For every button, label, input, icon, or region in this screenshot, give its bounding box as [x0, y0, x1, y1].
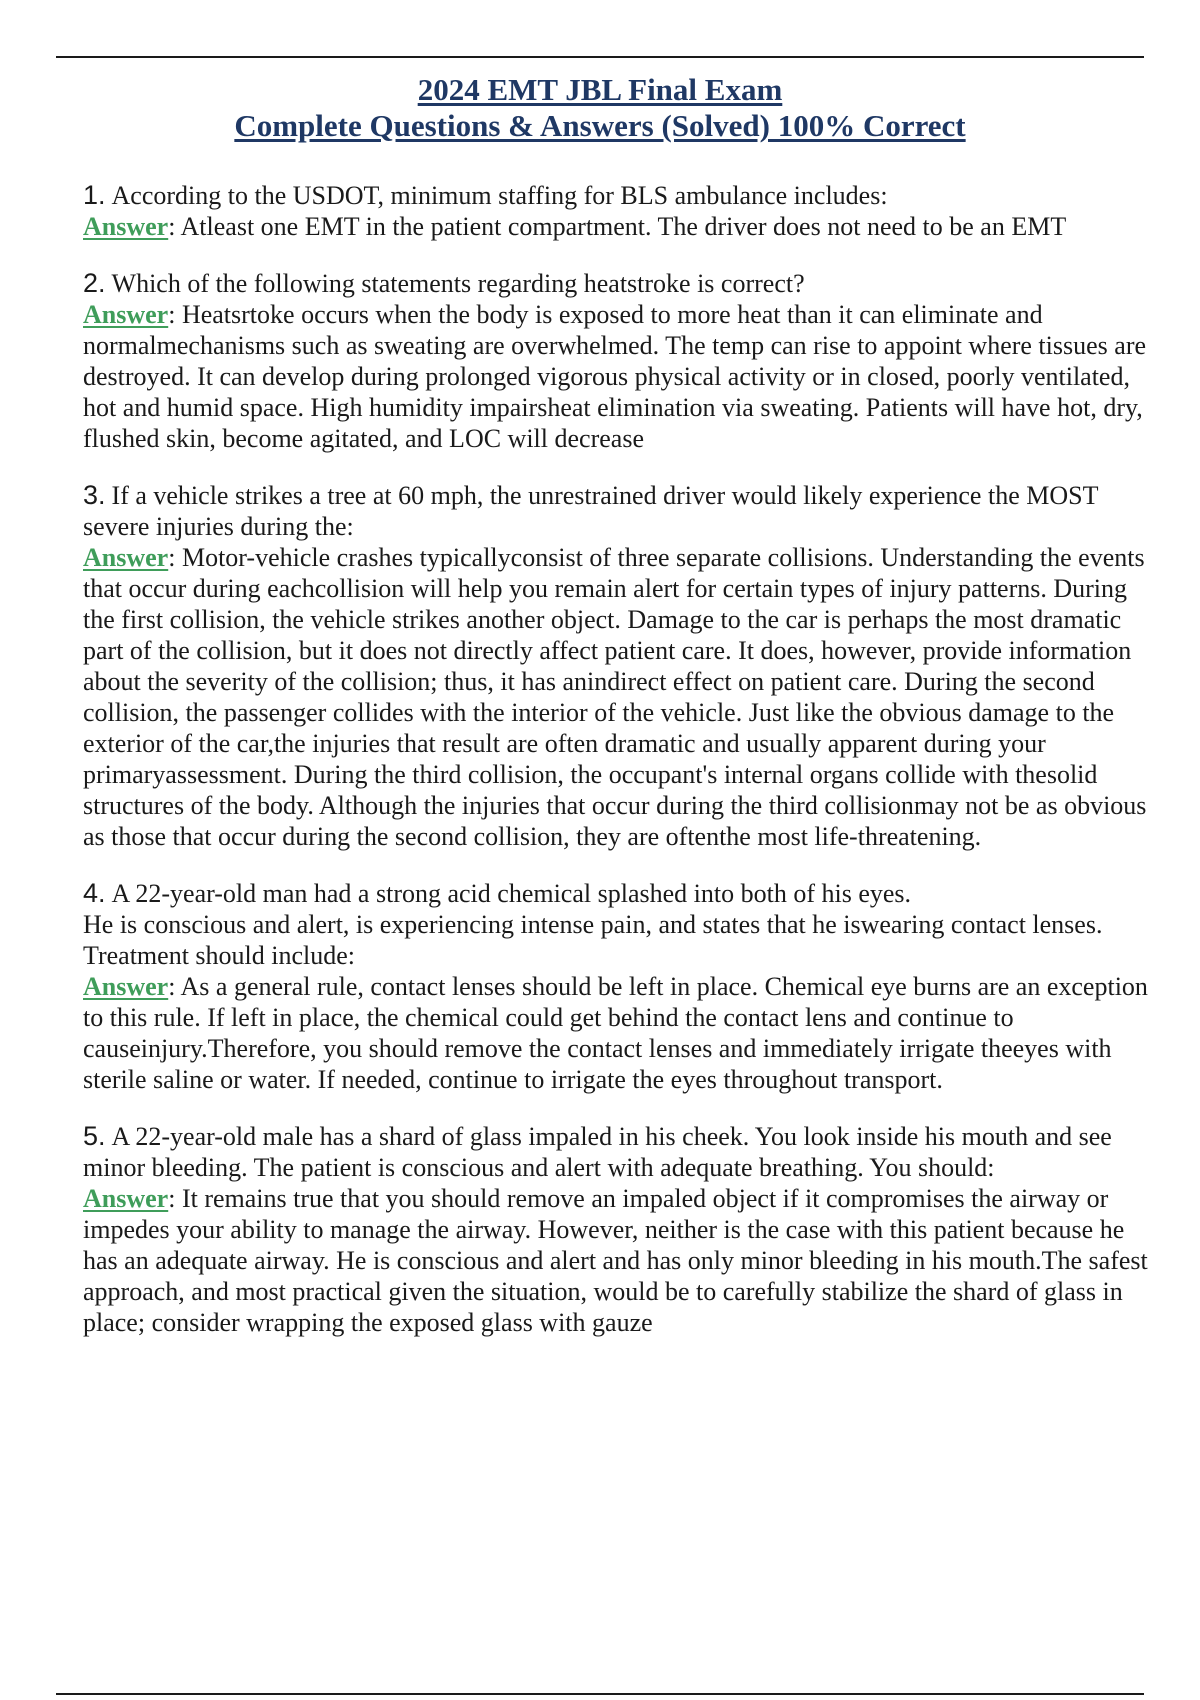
question-number: 5. — [83, 1121, 106, 1151]
question — [83, 268, 1153, 299]
question-text: A 22-year-old male has a shard of glass impaled in his cheek. You look inside his mouth and see minor bleeding. The patient is conscious and alert with adequate breathing. You should: — [83, 1122, 1112, 1182]
document-subtitle: Complete Questions & Answers (Solved) 100% Correct — [234, 108, 966, 143]
qa-item — [83, 1121, 1153, 1338]
question-text: A 22-year-old man had a strong acid chemical splashed into both of his eyes. — [111, 879, 912, 908]
answer-label: Answer — [83, 212, 169, 241]
answer-label: Answer — [83, 300, 169, 329]
question-text: If a vehicle strikes a tree at 60 mph, the unrestrained driver would likely experience the MOST severe injuries during the: — [83, 481, 1098, 541]
question — [83, 1121, 1153, 1183]
question-number: 4. — [83, 878, 106, 908]
qa-item — [83, 878, 1153, 1095]
qa-item — [83, 480, 1153, 852]
answer-label: Answer — [83, 543, 169, 572]
bottom-rule — [56, 1693, 1144, 1695]
question-number: 3. — [83, 480, 106, 510]
qa-list — [83, 180, 1153, 1364]
answer-text: Heatsrtoke occurs when the body is exposed to more heat than it can eliminate and normalmechanisms such as sweating are overwhelmed. The temp can rise to appoint where tissues are destroyed. It can develop during prolonged vigorous physical activity or in closed, poorly ventilated, hot and humid space. High humidity impairsheat elimination via sweating. Patients will have hot, dry, flushed skin, become agitated, and LOC will decrease — [83, 300, 1147, 453]
answer: Answer: As a general rule, contact lenses should be left in place. Chemical eye burns are an exception to this rule. If left in place, the chemical could get behind the contact lens and continue to causeinjury.Therefore, you should remove the contact lenses and immediately irrigate theeyes with sterile saline or water. If needed, continue to irrigate the eyes throughout transport. — [83, 972, 1148, 1094]
question — [83, 180, 1153, 211]
answer-text: Motor-vehicle crashes typicallyconsist of three separate collisions. Understanding the events that occur during eachcollision will help you remain alert for certain types of injury patterns. During the first collision, the vehicle strikes another object. Damage to the car is perhaps the most dramatic part of the collision, but it does not directly affect patient care. It does, however, provide information about the severity of the collision; thus, it has anindirect effect on patient care. During the second collision, the passenger collides with the interior of the vehicle. Just like the obvious damage to the exterior of the car,the injuries that result are often dramatic and usually apparent during your primaryassessment. During the third collision, the occupant's internal organs collide with thesolid structures of the body. Although the injuries that occur during the third collisionmay not be as obvious as those that occur during the second collision, they are oftenthe most life-threatening. — [83, 543, 1147, 851]
answer: Answer: Motor-vehicle crashes typicallyconsist of three separate collisions. Understanding the events that occur during eachcollision will help you remain alert for certain types of injury patterns. During the first collision, the vehicle strikes another object. Damage to the car is perhaps the most dramatic part of the collision, but it does not directly affect patient care. It does, however, provide information about the severity of the collision; thus, it has anindirect effect on patient care. During the second collision, the passenger collides with the interior of the vehicle. Just like the obvious damage to the exterior of the car,the injuries that result are often dramatic and usually apparent during your primaryassessment. During the third collision, the occupant's internal organs collide with thesolid structures of the body. Although the injuries that occur during the third collisionmay not be as obvious as those that occur during the second collision, they are oftenthe most life-threatening. — [83, 543, 1147, 851]
answer-text: Atleast one EMT in the patient compartment. The driver does not need to be an EMT — [180, 212, 1067, 241]
top-rule — [56, 56, 1144, 58]
answer: Answer: Atleast one EMT in the patient compartment. The driver does not need to be an EMT — [83, 212, 1067, 241]
question-text: Which of the following statements regarding heatstroke is correct? — [111, 269, 805, 298]
answer-text: As a general rule, contact lenses should be left in place. Chemical eye burns are an exception to this rule. If left in place, the chemical could get behind the contact lens and continue to causeinjury.Therefore, you should remove the contact lenses and immediately irrigate theeyes with sterile saline or water. If needed, continue to irrigate the eyes throughout transport. — [83, 972, 1148, 1094]
qa-item — [83, 180, 1153, 242]
answer-label: Answer — [83, 1184, 169, 1213]
document-title: 2024 EMT JBL Final Exam — [417, 72, 783, 107]
answer: Answer: It remains true that you should remove an impaled object if it compromises the airway or impedes your ability to manage the airway. However, neither is the case with this patient because he has an adequate airway. He is conscious and alert and has only minor bleeding in his mouth.The safest approach, and most practical given the situation, would be to carefully stabilize the shard of glass in place; consider wrapping the exposed glass with gauze — [83, 1184, 1148, 1337]
question-text-continued: He is conscious and alert, is experiencing intense pain, and states that he iswearing contact lenses. Treatment should include: — [83, 910, 1103, 970]
document-header — [0, 72, 1200, 144]
qa-item — [83, 268, 1153, 454]
question — [83, 480, 1153, 542]
question-number: 1. — [83, 180, 106, 210]
answer-text: It remains true that you should remove an impaled object if it compromises the airway or impedes your ability to manage the airway. However, neither is the case with this patient because he has an adequate airway. He is conscious and alert and has only minor bleeding in his mouth.The safest approach, and most practical given the situation, would be to carefully stabilize the shard of glass in place; consider wrapping the exposed glass with gauze — [83, 1184, 1148, 1337]
answer: Answer: Heatsrtoke occurs when the body is exposed to more heat than it can eliminate and normalmechanisms such as sweating are overwhelmed. The temp can rise to appoint where tissues are destroyed. It can develop during prolonged vigorous physical activity or in closed, poorly ventilated, hot and humid space. High humidity impairsheat elimination via sweating. Patients will have hot, dry, flushed skin, become agitated, and LOC will decrease — [83, 300, 1147, 453]
answer-label: Answer — [83, 972, 169, 1001]
question-number: 2. — [83, 268, 106, 298]
question — [83, 878, 1153, 971]
question-text: According to the USDOT, minimum staffing for BLS ambulance includes: — [111, 181, 888, 210]
